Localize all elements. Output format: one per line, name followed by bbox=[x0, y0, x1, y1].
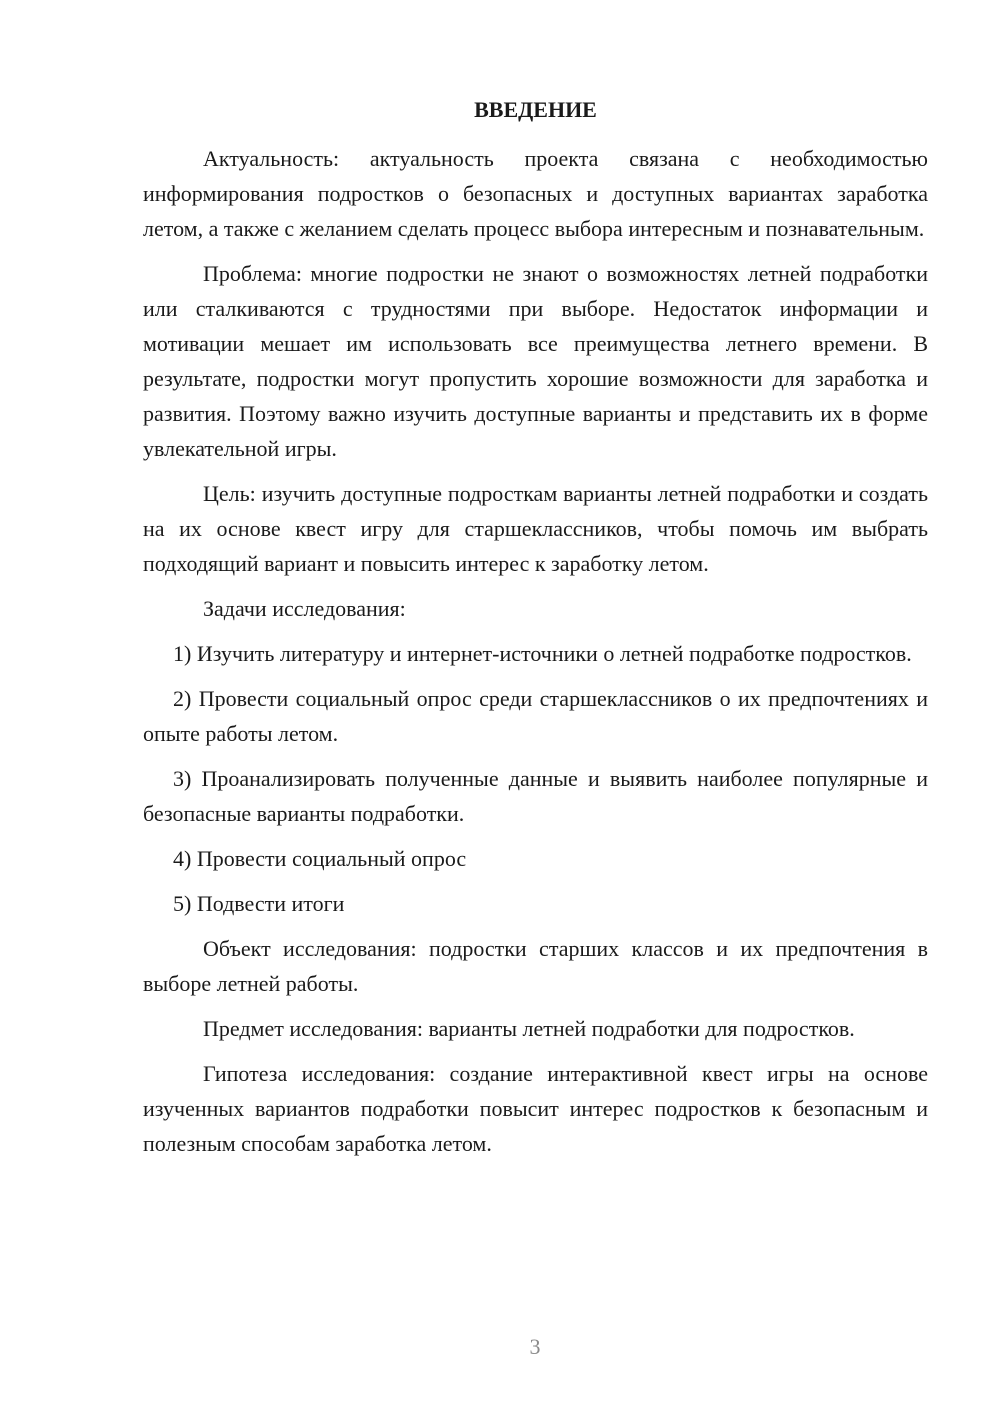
paragraph-goal: Цель: изучить доступные подросткам варианты летней подработки и создать на их основе квест игру для старшеклассников, чтобы помочь им выбрать подходящий вариант и повысить интерес к заработку летом. bbox=[143, 481, 928, 576]
task-item-4: 4) Провести социальный опрос bbox=[173, 846, 467, 871]
task-item-5: 5) Подвести итоги bbox=[173, 891, 345, 916]
section-heading: ВВЕДЕНИЕ bbox=[474, 97, 597, 122]
task-item-2: 2) Провести социальный опрос среди старшеклассников о их предпочтениях и опыте работы летом. bbox=[143, 686, 928, 746]
task-item-3: 3) Проанализировать полученные данные и выявить наиболее популярные и безопасные варианты подработки. bbox=[143, 766, 928, 826]
page-number: 3 bbox=[529, 1334, 541, 1359]
paragraph-subject: Предмет исследования: варианты летней подработки для подростков. bbox=[203, 1016, 855, 1041]
paragraph-relevance: Актуальность: актуальность проекта связана с необходимостью информирования подростков о безопасных и доступных вариантах заработка летом, а также с желанием сделать процесс выбора интересным и познавательным. bbox=[143, 146, 928, 241]
paragraph-object: Объект исследования: подростки старших классов и их предпочтения в выборе летней работы. bbox=[143, 936, 928, 996]
paragraph-tasks-intro: Задачи исследования: bbox=[203, 596, 406, 621]
task-item-1: 1) Изучить литературу и интернет-источники о летней подработке подростков. bbox=[173, 641, 912, 666]
page-content bbox=[143, 95, 928, 1171]
paragraph-hypothesis: Гипотеза исследования: создание интерактивной квест игры на основе изученных вариантов подработки повысит интерес подростков к безопасным и полезным способам заработка летом. bbox=[143, 1061, 928, 1156]
paragraph-problem: Проблема: многие подростки не знают о возможностях летней подработки или сталкиваются с трудностями при выборе. Недостаток информации и мотивации мешает им использовать все преимущества летнего времени. В результате, подростки могут пропустить хорошие возможности для заработка и развития. Поэтому важно изучить доступные варианты и представить их в форме увлекательной игры. bbox=[143, 261, 928, 461]
